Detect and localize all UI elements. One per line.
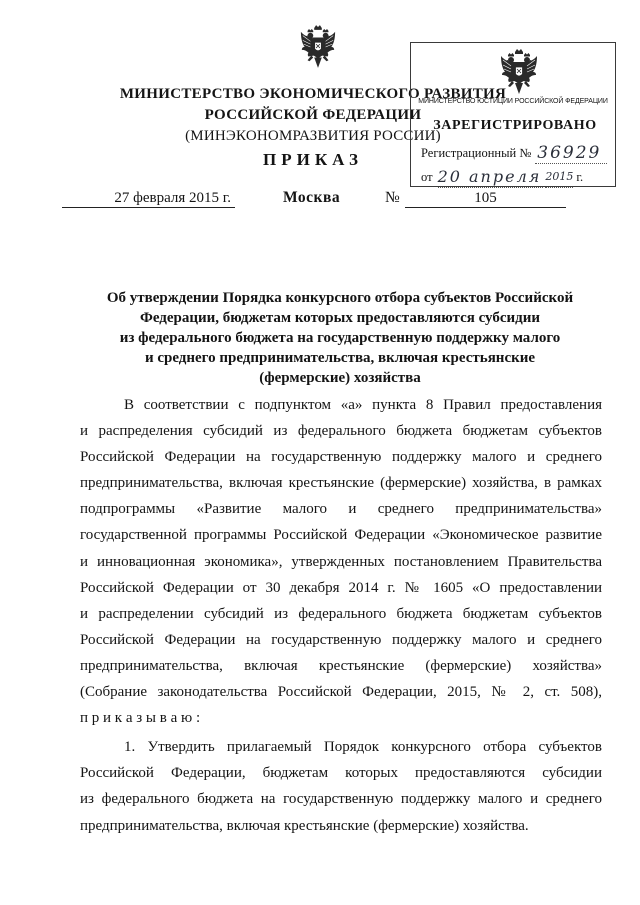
ministry-name-line2: РОССИЙСКОЙ ФЕДЕРАЦИИ [204, 107, 422, 123]
body-line: и инновационная экономика», утвержденных постановлением Правительства [80, 553, 602, 570]
stamp-authority: МИНИСТЕРСТВО ЮСТИЦИИ РОССИЙСКОЙ ФЕДЕРАЦИИ [418, 98, 608, 105]
body-line: предпринимательства, включая крестьянские (фермерские) хозяйства. [80, 817, 529, 834]
title-line: Об утверждении Порядка конкурсного отбора субъектов Российской [106, 290, 574, 306]
stamp-date-suffix: г. [576, 170, 584, 184]
order-title [80, 288, 600, 388]
stamp-date-day-month: 20 апреля [437, 167, 542, 186]
body-line: из федерального бюджета на государственную поддержку малого и среднего [80, 791, 602, 808]
body-line: и распределении субсидий из федерального бюджета бюджетам субъектов [80, 605, 602, 622]
order-city: Москва [283, 189, 341, 206]
preamble-paragraph [80, 392, 602, 731]
body-line: В соответствии с подпунктом «а» пункта 8 Правил предоставления [124, 397, 602, 413]
title-line: из федерального бюджета на государственную поддержку малого [119, 330, 561, 346]
body-line: Российской Федерации от 30 декабря 2014 г. № 1605 «О предоставлении [80, 579, 602, 596]
body-line: подпрограммы «Развитие малого и среднего предпринимательства» [80, 501, 602, 518]
ministry-abbreviation: (МИНЭКОНОМРАЗВИТИЯ РОССИИ) [185, 128, 441, 144]
order-directive: п р и к а з ы в а ю : [80, 710, 201, 727]
clause-1-paragraph [80, 734, 602, 838]
registration-stamp [410, 42, 616, 187]
order-date: 27 февраля 2015 г. [62, 189, 235, 208]
stamp-registration-date-row [421, 166, 583, 188]
stamp-number-label: Регистрационный № [421, 146, 532, 160]
stamp-date-year: 2015 [545, 167, 573, 188]
coat-of-arms-icon [299, 24, 337, 70]
body-line: Российской Федерации на государственную поддержку малого и среднего [80, 631, 602, 648]
ministry-name-line1: МИНИСТЕРСТВО ЭКОНОМИЧЕСКОГО РАЗВИТИЯ [119, 86, 507, 102]
title-line: и среднего предпринимательства, включая крестьянские [144, 350, 536, 366]
stamp-status: ЗАРЕГИСТРИРОВАНО [433, 118, 597, 133]
document-type-heading: ПРИКАЗ [263, 150, 363, 169]
body-line: Российской Федерации, бюджетам которых предоставляются субсидии [80, 765, 602, 782]
body-line: предпринимательства, включая крестьянские (фермерские) хозяйства» [80, 657, 602, 674]
body-line: предпринимательства, включая крестьянские (фермерские) хозяйства, в рамках [80, 475, 602, 492]
order-number-sign: № [385, 189, 400, 206]
body-line: государственной программы Российской Федерации «Экономическое развитие [80, 527, 602, 544]
body-line: и распределения субсидий из федерального бюджета бюджетам субъектов [80, 423, 602, 440]
body-line: 1. Утвердить прилагаемый Порядок конкурсного отбора субъектов [124, 739, 602, 756]
coat-of-arms-icon [498, 48, 540, 96]
stamp-date-prefix: от [421, 170, 433, 184]
body-line: (Собрание законодательства Российской Федерации, 2015, № 2, ст. 508), [80, 684, 602, 701]
order-body [80, 392, 602, 839]
title-line: Федерации, бюджетам которых предоставляются субсидии [139, 310, 541, 326]
title-line: (фермерские) хозяйства [259, 370, 421, 386]
stamp-registration-number-row [421, 142, 607, 164]
body-line: Российской Федерации на государственную поддержку малого и среднего [80, 449, 602, 466]
order-number: 105 [405, 189, 566, 208]
stamp-registration-number: 36929 [535, 143, 607, 164]
